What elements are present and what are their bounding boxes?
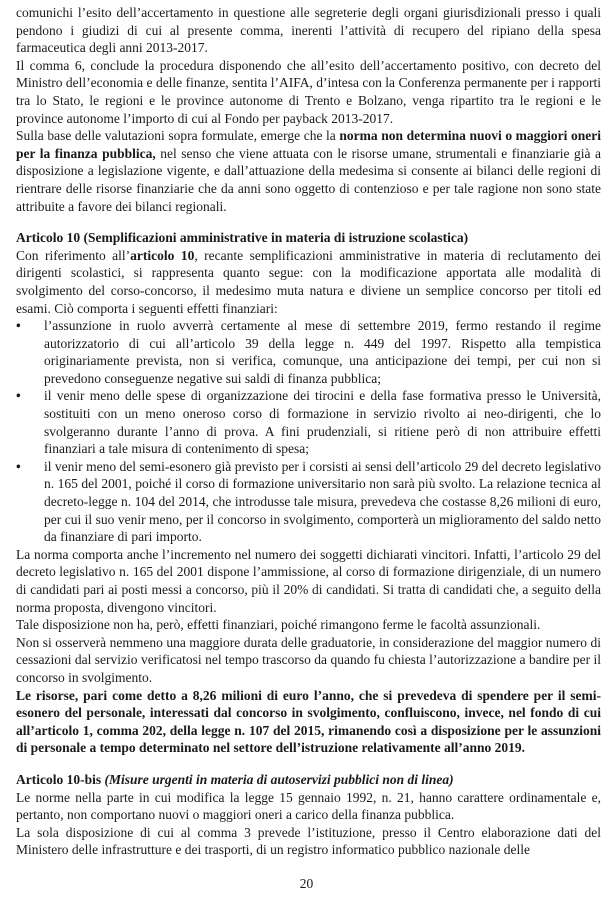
bullet-icon: •: [16, 388, 21, 404]
paragraph-facolta: Tale disposizione non ha, però, effetti finanziari, poiché rimangono ferme le facoltà assunzionali.: [16, 617, 541, 633]
paragraph-accertamento: comunichi l’esito dell’accertamento in questione alle segreterie degli organi giurisdizionali presso i quali pendono i giudizi di cui al presente comma, inerenti l’attività di recupero del ripiano della spesa farmaceutica degli anni 2013-2017.: [16, 5, 601, 56]
list-item-text: l’assunzione in ruolo avverrà certamente al mese di settembre 2019, fermo restando il regime autorizzatorio di cui all’articolo 39 della legge n. 449 del 1997. Rispetto alla tempistica originariamente prevista, non si verifica, comunque, una anticipazione dei tempi, per cui non si prevedono conseguenze negative sui saldi di finanza pubblica;: [44, 318, 601, 386]
article-10-heading: Articolo 10 (Semplificazioni amministrative in materia di istruzione scolastica): [16, 230, 469, 246]
bullet-icon: •: [16, 318, 21, 334]
paragraph-vincitori: La norma comporta anche l’incremento nel numero dei soggetti dichiarati vincitori. Infatti, l’articolo 29 del decreto legislativo n. 165 del 2001 dispone l’ammissione, al corso di formazione dirigenziale, di un numero di candidati pari ai posti messi a concorso, più il 20% di candidati. Si tratta di candidati che, a seguito della norma proposta, divengono vincitori.: [16, 546, 601, 615]
list-item: [16, 387, 601, 457]
intro-text-end: , recante semplificazioni amministrative in materia di reclutamento dei dirigenti scolastici, si rappresenta quanto segue: con la modificazione apportata alle modalità di svolgimento del corso-concorso, il medesimo muta natura e diviene un semplice concorso per titoli ed esami. Ciò comporta i seguenti effetti finanziari:: [16, 247, 602, 316]
paragraph-summary: [16, 127, 601, 215]
paragraph-risorse: Le risorse, pari come detto a 8,26 milioni di euro l’anno, che si prevedeva di spendere per il semi-esonero del personale, interessati dal concorso in svolgimento, confluiscono, invece, nel fondo di cui all’articolo 1, comma 202, della legge n. 107 del 2015, rimanendo così a disposizione per le assunzioni di personale a tempo determinato nel settore dell’istruzione relativamente all’anno 2019.: [16, 687, 601, 756]
list-item-text: il venir meno del semi-esonero già previsto per i corsisti ai sensi dell’articolo 29 del decreto legislativo n. 165 del 2001, poiché il corso di formazione universitario non sarà più svolto. La relazione tecnica al decreto-legge n. 104 del 2014, che introdusse tale misura, prevedeva che costasse 8,26 milioni di euro, per cui il suo venir meno, per il concorso in svolgimento, comporterà un miglioramento del saldo netto da finanziare di pari importo.: [44, 458, 601, 545]
intro-text: Con riferimento all’: [16, 247, 131, 263]
page-number: 20: [299, 876, 314, 891]
article-10-bis-heading: [16, 771, 601, 789]
list-item: [16, 458, 601, 546]
paragraph-graduatorie: Non si osserverà nemmeno una maggiore durata delle graduatorie, in considerazione del maggior numero di cessazioni dal servizio verificatosi nel tempo trascorso da quando fu chiesta l’autorizzazione a bandire per il concorso in svolgimento.: [16, 634, 601, 685]
effects-list: [16, 317, 601, 546]
summary-text: Sulla base delle valutazioni sopra formulate, emerge che la: [16, 128, 340, 144]
paragraph-legge-1992: Le norme nella parte in cui modifica la legge 15 gennaio 1992, n. 21, hanno carattere ordinamentale e, pertanto, non comportano nuovi o maggiori oneri a carico della finanza pubblica.: [16, 789, 601, 823]
summary-text-end: nel senso che viene attuata con le risorse umane, strumentali e finanziarie già a disposizione a legislazione vigente, e dall’attuazione della medesima si consente ai bilanci delle regioni di rientrare delle risorse finanziarie che da anni sono oggetto di contenzioso e per tale ragione non sono state attribuite a favore dei bilanci regionali.: [16, 145, 602, 214]
heading-label: Articolo 10-bis: [16, 771, 105, 787]
summary-bold: norma non determina nuovi o maggiori oneri per la finanza pubblica,: [16, 128, 601, 161]
paragraph-registro: La sola disposizione di cui al comma 3 prevede l’istituzione, presso il Centro elaborazione dati del Ministero delle infrastrutture e dei trasporti, di un registro informatico pubblico nazionale delle: [16, 824, 601, 858]
bullet-icon: •: [16, 458, 21, 474]
document-page: [16, 4, 601, 859]
list-item: [16, 317, 601, 387]
heading-subtitle: (Misure urgenti in materia di autoservizi pubblici non di linea): [104, 771, 454, 787]
article-10-intro: [16, 247, 601, 317]
paragraph-comma-6: Il comma 6, conclude la procedura disponendo che all’esito dell’accertamento positivo, con decreto del Ministro dell’economia e delle finanze, sentita l’AIFA, d’intesa con la Conferenza permanente per i rapporti tra lo Stato, le regioni e le province autonome di Trento e Bolzano, venga ripartito tra le regioni e le province autonome l’importo di cui al Fondo per payback 2013-2017.: [16, 57, 601, 126]
list-item-text: il venir meno delle spese di organizzazione dei tirocini e della fase formativa presso le Università, sostituiti con un meno oneroso corso di formazione in servizio rivolto ai neo-dirigenti, che lo svolgeranno durante l’anno di prova. A fini prudenziali, si ritiene però di non attribuire effetti finanziari a tale misura di contenimento di spesa;: [44, 388, 601, 457]
intro-bold: articolo 10: [130, 247, 195, 263]
